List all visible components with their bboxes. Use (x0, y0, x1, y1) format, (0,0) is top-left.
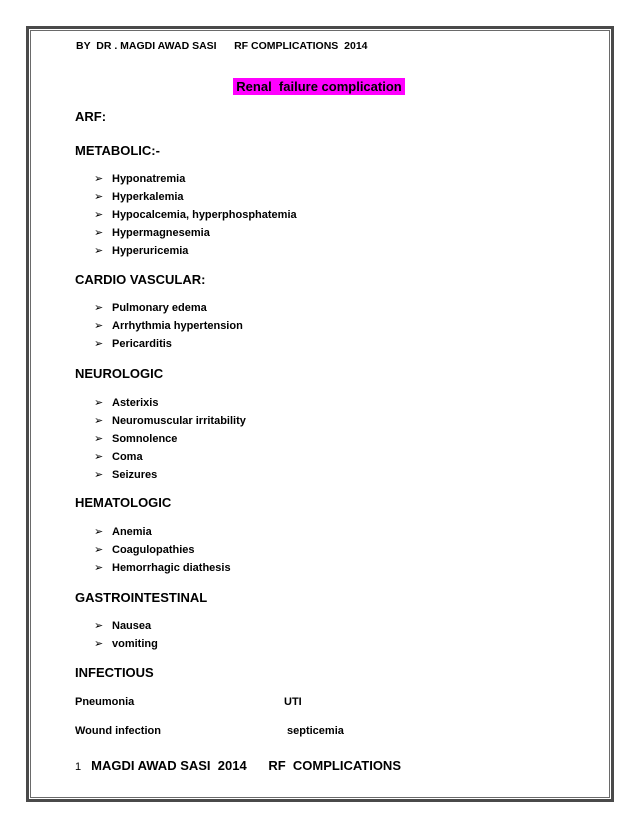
section-title-neurologic: NEUROLOGIC (75, 366, 164, 381)
infectious-septicemia: septicemia (287, 725, 344, 737)
list-item-label: Coagulopathies (112, 544, 195, 556)
infectious-pneumonia: Pneumonia (75, 696, 135, 708)
list-item-label: Anemia (112, 526, 152, 538)
arrow-bullet-icon: ➢ (94, 209, 104, 221)
list-item-label: Hyponatremia (112, 173, 186, 185)
list-cardio-vascular (94, 299, 243, 353)
arrow-bullet-icon: ➢ (94, 320, 104, 332)
list-item (94, 170, 297, 188)
page-number: 1 (75, 761, 82, 773)
list-item-label: Arrhythmia hypertension (112, 320, 243, 332)
arrow-bullet-icon: ➢ (94, 245, 104, 257)
list-item-label: Neuromuscular irritability (112, 415, 246, 427)
arrow-bullet-icon: ➢ (94, 638, 104, 650)
arrow-bullet-icon: ➢ (94, 302, 104, 314)
footer-text: MAGDI AWAD SASI 2014 RF COMPLICATIONS (91, 758, 401, 773)
list-item-label: Hemorrhagic diathesis (112, 562, 231, 574)
list-item-label: Coma (112, 451, 143, 463)
list-item-label: vomiting (112, 638, 158, 650)
list-item (94, 412, 246, 430)
arrow-bullet-icon: ➢ (94, 562, 104, 574)
section-title-infectious: INFECTIOUS (75, 665, 154, 680)
list-item (94, 335, 243, 353)
list-item (94, 617, 158, 635)
list-item (94, 394, 246, 412)
list-gastrointestinal (94, 617, 158, 653)
arrow-bullet-icon: ➢ (94, 173, 104, 185)
list-item (94, 523, 231, 541)
list-item-label: Nausea (112, 620, 152, 632)
list-item (94, 466, 246, 484)
section-title-gastrointestinal: GASTROINTESTINAL (75, 590, 208, 605)
list-item (94, 188, 297, 206)
list-metabolic (94, 170, 297, 260)
list-item (94, 635, 158, 653)
arrow-bullet-icon: ➢ (94, 620, 104, 632)
list-hematologic (94, 523, 231, 577)
list-item-label: Hypermagnesemia (112, 227, 210, 239)
list-item-label: Asterixis (112, 397, 159, 409)
page-header: BY DR . MAGDI AWAD SASI RF COMPLICATIONS 2014 (76, 40, 368, 52)
arrow-bullet-icon: ➢ (94, 227, 104, 239)
section-title-hematologic: HEMATOLOGIC (75, 495, 172, 510)
list-item-label: Seizures (112, 469, 158, 481)
section-title-metabolic: METABOLIC:- (75, 143, 160, 158)
arf-label: ARF: (75, 109, 107, 124)
list-item-label: Hypocalcemia, hyperphosphatemia (112, 209, 297, 221)
list-item-label: Hyperkalemia (112, 191, 184, 203)
list-item (94, 559, 231, 577)
list-item-label: Pericarditis (112, 338, 172, 350)
list-item (94, 317, 243, 335)
arrow-bullet-icon: ➢ (94, 526, 104, 538)
page-footer (75, 758, 401, 773)
list-item-label: Somnolence (112, 433, 178, 445)
arrow-bullet-icon: ➢ (94, 544, 104, 556)
title-wrap (0, 78, 638, 96)
arrow-bullet-icon: ➢ (94, 415, 104, 427)
arrow-bullet-icon: ➢ (94, 338, 104, 350)
arrow-bullet-icon: ➢ (94, 451, 104, 463)
list-item (94, 430, 246, 448)
infectious-wound-infection: Wound infection (75, 725, 161, 737)
infectious-uti: UTI (284, 696, 302, 708)
list-item (94, 448, 246, 466)
list-item (94, 242, 297, 260)
arrow-bullet-icon: ➢ (94, 433, 104, 445)
arrow-bullet-icon: ➢ (94, 191, 104, 203)
list-item (94, 206, 297, 224)
list-item-label: Pulmonary edema (112, 302, 207, 314)
list-item (94, 299, 243, 317)
list-item (94, 541, 231, 559)
document-title: Renal failure complication (233, 78, 404, 95)
list-item (94, 224, 297, 242)
list-neurologic (94, 394, 246, 484)
list-item-label: Hyperuricemia (112, 245, 189, 257)
section-title-cardio-vascular: CARDIO VASCULAR: (75, 272, 206, 287)
arrow-bullet-icon: ➢ (94, 469, 104, 481)
arrow-bullet-icon: ➢ (94, 397, 104, 409)
